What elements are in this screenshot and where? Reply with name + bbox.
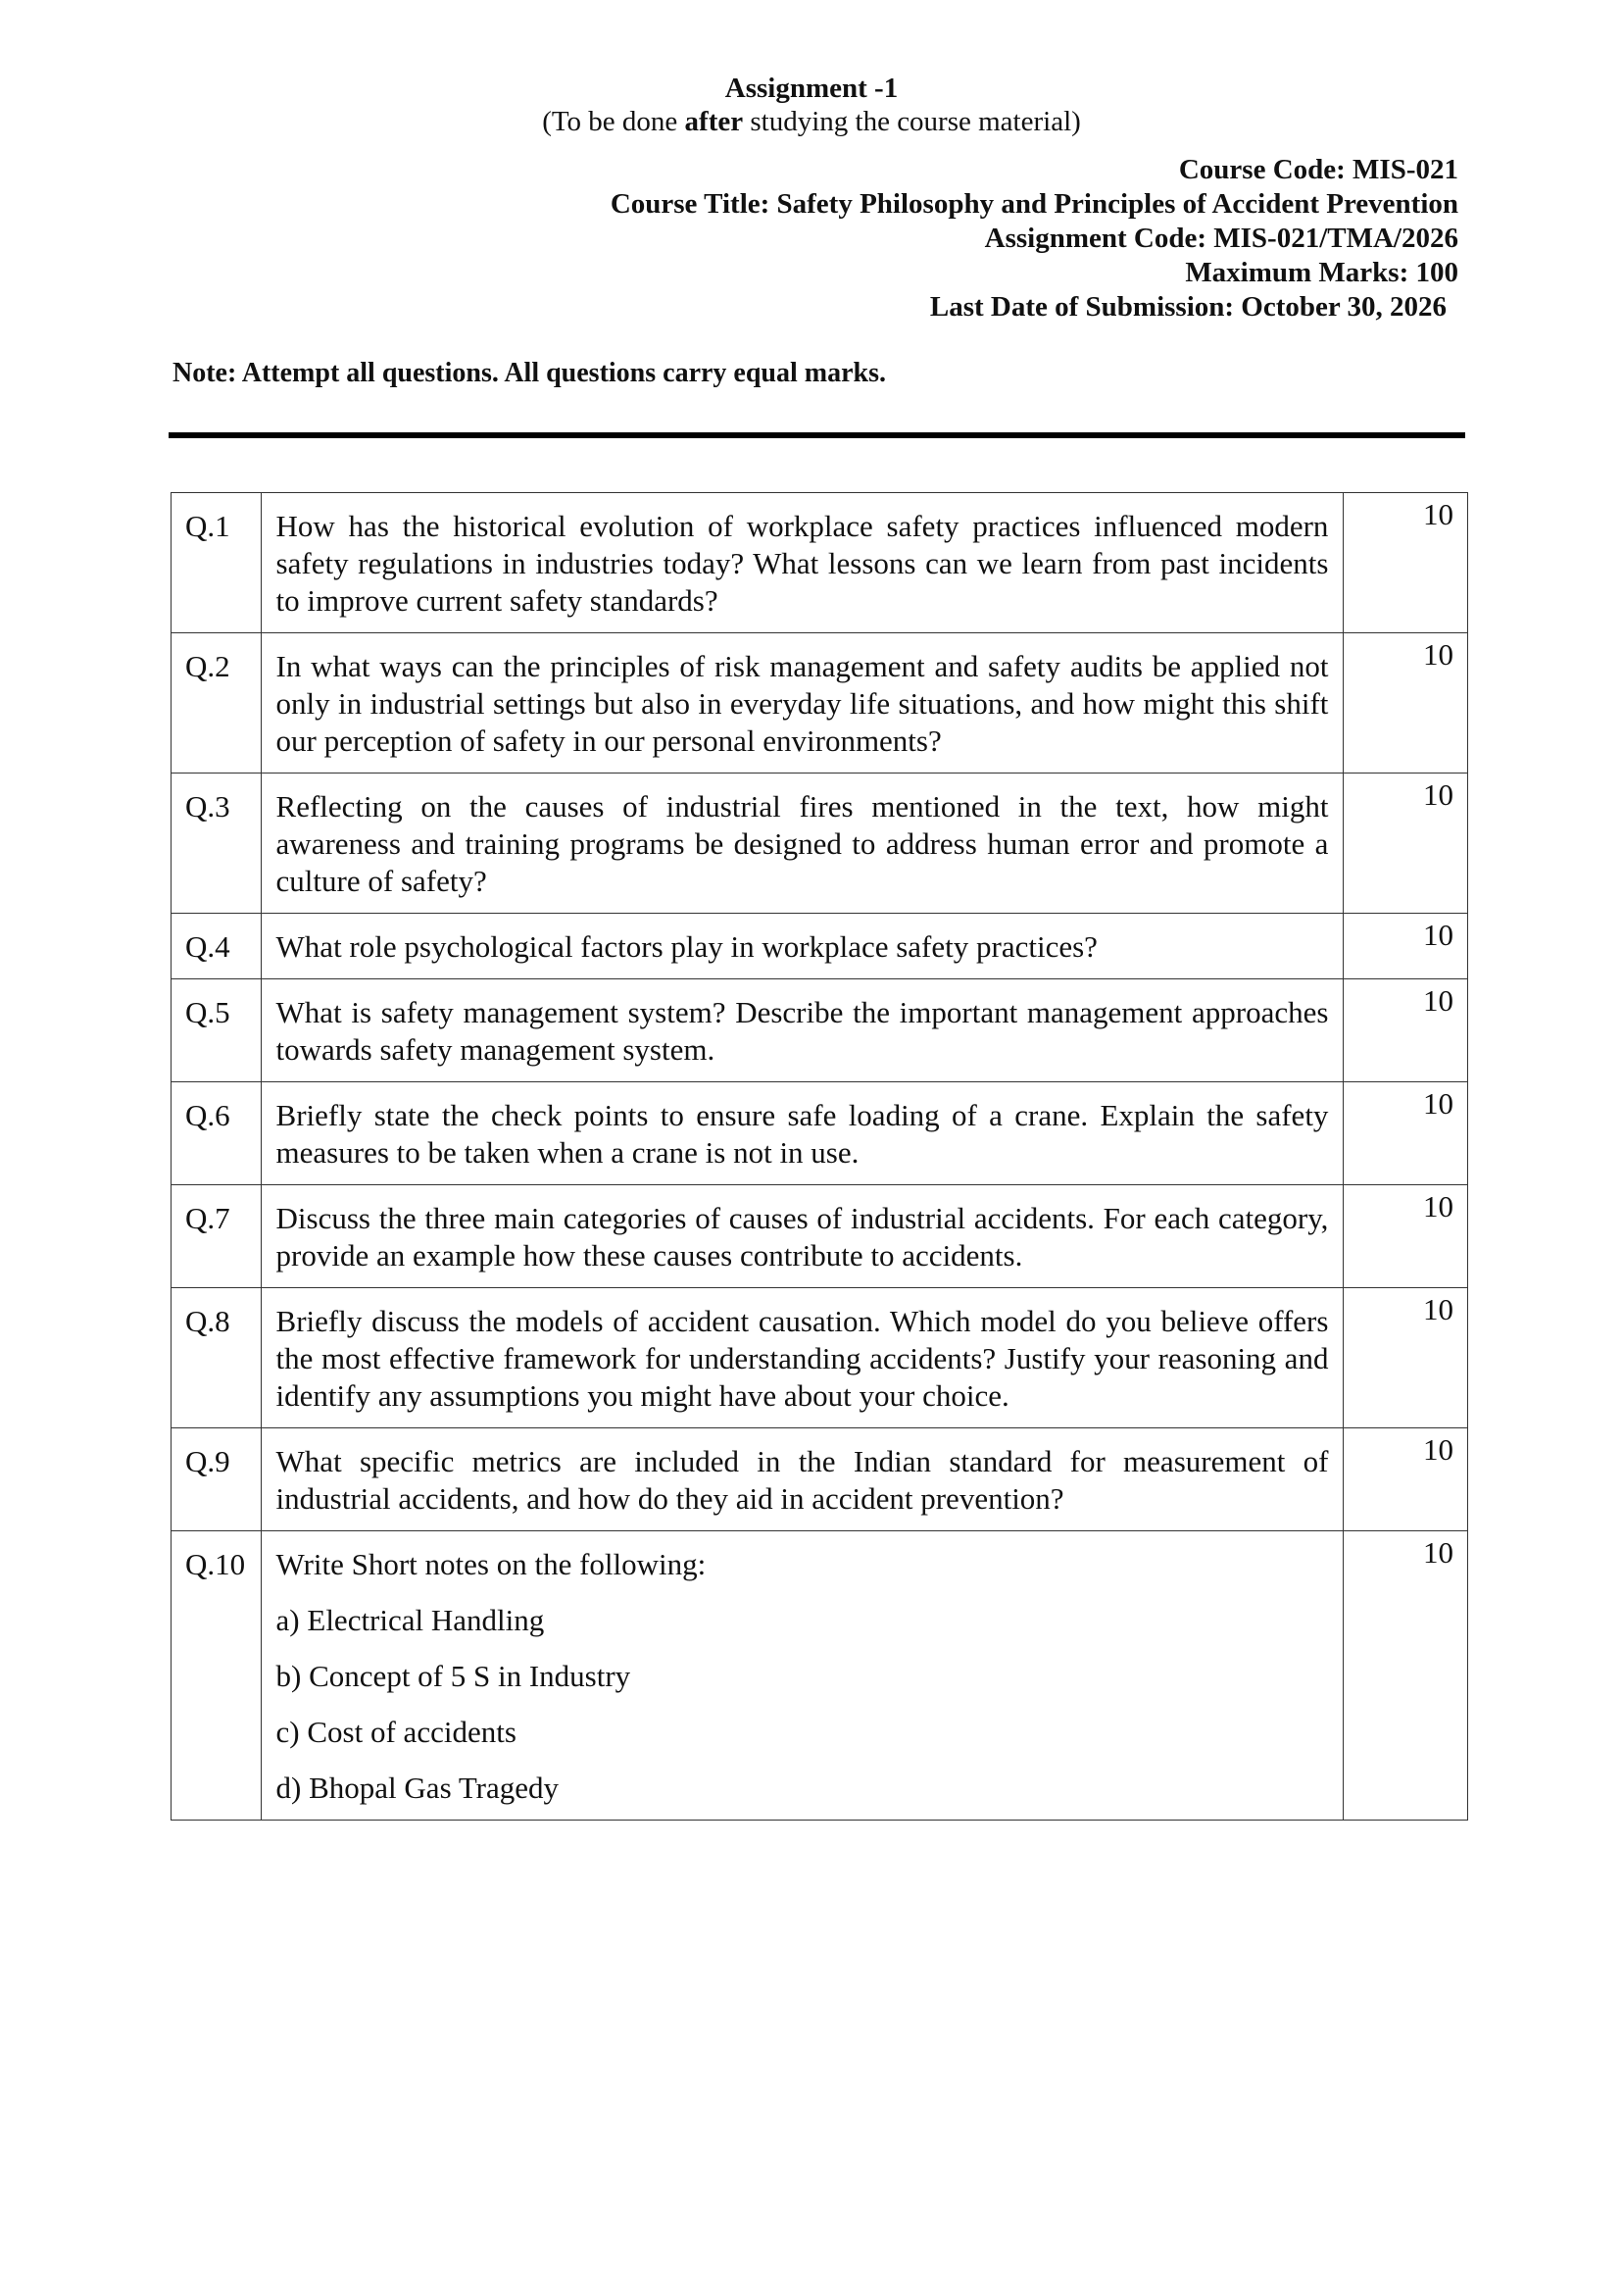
question-marks: 10: [1344, 914, 1468, 979]
course-info: [611, 153, 1458, 324]
course-title: Course Title: Safety Philosophy and Principles of Accident Prevention: [610, 188, 1458, 220]
last-date-of-submission: Last Date of Submission: October 30, 2026: [929, 291, 1447, 323]
subtitle-prefix: (To be done: [542, 106, 685, 137]
question-text: Reflecting on the causes of industrial fires mentioned in the text, how might awareness and training programs be designed to address human error and promote a culture of safety?: [261, 774, 1344, 914]
question-marks: 10: [1344, 1428, 1468, 1531]
question-text: What specific metrics are included in the Indian standard for measurement of industrial accidents, and how do they aid in accident prevention?: [261, 1428, 1344, 1531]
question-marks: 10: [1344, 493, 1468, 633]
question-number: Q.3: [172, 774, 262, 914]
question-marks: 10: [1344, 1082, 1468, 1185]
question-marks: 10: [1344, 633, 1468, 774]
question-text: Briefly discuss the models of accident causation. Which model do you believe offers the most effective framework for understanding accidents? Justify your reasoning and identify any assumptions you might have about your choice.: [261, 1288, 1344, 1428]
question-row: [172, 633, 1468, 774]
question-marks: 10: [1344, 1288, 1468, 1428]
subtitle-emphasis: after: [684, 106, 744, 137]
question-marks: 10: [1344, 1185, 1468, 1288]
question-row: [172, 1428, 1468, 1531]
question-row: [172, 774, 1468, 914]
question-marks: 10: [1344, 774, 1468, 914]
question-text: Briefly state the check points to ensure safe loading of a crane. Explain the safety measures to be taken when a crane is not in use.: [261, 1082, 1344, 1185]
question-number: Q.5: [172, 979, 262, 1082]
question-number: Q.7: [172, 1185, 262, 1288]
question-row: [172, 1082, 1468, 1185]
question-number: Q.10: [172, 1531, 262, 1821]
question-marks: 10: [1344, 1531, 1468, 1821]
short-note-item: b) Concept of 5 S in Industry: [275, 1659, 631, 1693]
short-note-item: a) Electrical Handling: [275, 1603, 545, 1637]
short-note-item: d) Bhopal Gas Tragedy: [275, 1771, 560, 1805]
question-text: Discuss the three main categories of causes of industrial accidents. For each category, provide an example how these causes contribute to accidents.: [261, 1185, 1344, 1288]
question-number: Q.9: [172, 1428, 262, 1531]
question-number: Q.1: [172, 493, 262, 633]
question-row: [172, 979, 1468, 1082]
subtitle-suffix: studying the course material): [743, 106, 1081, 137]
question-row: [172, 914, 1468, 979]
question-number: Q.6: [172, 1082, 262, 1185]
questions-table: [171, 492, 1468, 1821]
short-note-item: c) Cost of accidents: [275, 1715, 516, 1749]
assignment-code: Assignment Code: MIS-021/TMA/2026: [984, 223, 1458, 254]
question-text: What role psychological factors play in workplace safety practices?: [261, 914, 1344, 979]
question-row: [172, 493, 1468, 633]
question-number: Q.2: [172, 633, 262, 774]
question-text: How has the historical evolution of workplace safety practices influenced modern safety regulations in industries today? What lessons can we learn from past incidents to improve current safety standards?: [261, 493, 1344, 633]
question-text: What is safety management system? Describe the important management approaches towards safety management system.: [261, 979, 1344, 1082]
page-title: Assignment -1: [724, 73, 899, 104]
short-notes-instruction: Write Short notes on the following:: [275, 1547, 707, 1581]
question-number: Q.8: [172, 1288, 262, 1428]
instructions-note: Note: Attempt all questions. All questions carry equal marks.: [172, 358, 886, 388]
question-row: [172, 1531, 1468, 1821]
page-subtitle: [0, 104, 1623, 139]
question-text-short-notes: [261, 1531, 1344, 1821]
header-divider: [169, 432, 1465, 438]
question-text: In what ways can the principles of risk management and safety audits be applied not only in industrial settings but also in everyday life situations, and how might this shift our perception of safety in our personal environments?: [261, 633, 1344, 774]
question-number: Q.4: [172, 914, 262, 979]
question-row: [172, 1288, 1468, 1428]
question-marks: 10: [1344, 979, 1468, 1082]
maximum-marks: Maximum Marks: 100: [1185, 257, 1458, 288]
question-row: [172, 1185, 1468, 1288]
course-code: Course Code: MIS-021: [1178, 154, 1458, 185]
